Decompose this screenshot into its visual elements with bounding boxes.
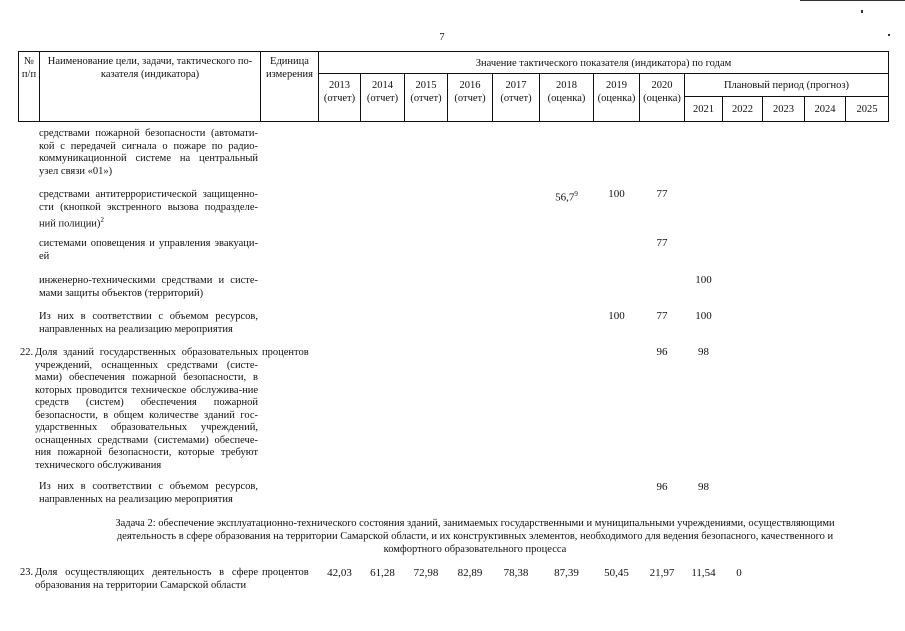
cell-2016: 82,89: [457, 567, 483, 579]
year-label: 2020: [651, 80, 673, 91]
cell-2019: 50,45: [604, 567, 629, 579]
cell-2020: 21,97: [649, 567, 675, 579]
row-text: средствами антитеррористической защищенно-сти (кнопкой экстренного вызова подразделе-ний полиции): [39, 189, 258, 230]
cell-2021: 100: [695, 274, 712, 286]
cell-2015: 72,98: [413, 567, 439, 579]
cell-2019: 100: [608, 188, 625, 200]
cell-2020: 77: [656, 188, 668, 200]
cell-2021: 98: [698, 481, 709, 493]
year-kind: (отчет): [500, 93, 532, 104]
year-label: 2017: [505, 80, 527, 91]
header-year-2018: [540, 79, 593, 105]
year-kind: (отчет): [323, 93, 356, 104]
header-plan-period: Плановый период (прогноз): [723, 80, 850, 91]
row-22-resources-text: Из них в соответствии с объемом ресурсов, направленных на реализацию мероприятия: [39, 481, 258, 505]
cell-2017: 78,38: [503, 567, 529, 579]
cell-2022: 0: [736, 567, 742, 579]
cell-2020: 77: [656, 310, 668, 322]
header-col-number: № п/п: [21, 56, 37, 80]
year-label: 2018: [556, 80, 577, 91]
cell-2020: 96: [656, 346, 668, 358]
grid-line: [18, 121, 889, 122]
cell-value: 56,7: [555, 191, 575, 204]
grid-line: [888, 51, 889, 122]
footnote-mark: 9: [574, 190, 578, 198]
grid-line: [18, 51, 889, 52]
grid-line: [39, 51, 40, 122]
header-year-2020: [640, 79, 684, 105]
row-engineering-text: инженерно-техническими средствами и систе-мами защиты объектов (территорий): [39, 275, 258, 299]
header-col-values: Значение тактического показателя (индикатора) по годам: [475, 58, 732, 69]
scan-edge-line: [800, 0, 905, 1]
header-year-2014: [361, 79, 404, 105]
row-fire-automation-text: средствами пожарной безопасности (автомати-кой с передачей сигнала о пожаре по радио-коммуникационной системе на центральный узел связи «01»): [39, 128, 258, 177]
header-year-2015: [405, 79, 447, 105]
cell-2020: 96: [656, 481, 668, 493]
year-kind: (отчет): [410, 93, 442, 104]
row-number: 22.: [20, 347, 34, 358]
header-plan-year-2023: 2023: [773, 104, 794, 115]
cell-2019: 100: [608, 310, 625, 322]
cell-2018: 87,39: [554, 567, 579, 579]
row-antiterror-text: [39, 189, 258, 231]
year-label: 2014: [372, 80, 393, 91]
header-year-2019: [594, 79, 639, 105]
year-kind: (оценка): [643, 93, 681, 104]
row-evacuation-text: системами оповещения и управления эвакуаци-ей: [39, 238, 258, 262]
header-col-name: Наименование цели, задачи, тактического по-казателя (индикатора): [47, 56, 253, 80]
year-kind: (отчет): [366, 93, 399, 104]
header-plan-year-2024: 2024: [814, 104, 836, 115]
header-col-unit: Единица измерения: [266, 56, 313, 80]
row-23-unit: процентов: [262, 567, 309, 578]
header-year-2013: [319, 79, 360, 105]
row-22-unit: процентов: [262, 347, 309, 358]
cell-2018: [540, 188, 593, 205]
header-year-2017: [493, 79, 539, 105]
page-number: 7: [439, 32, 445, 43]
header-plan-year-2025: 2025: [856, 104, 878, 115]
row-22-text: Доля зданий государственных образовательных учреждений, оснащенных средствами (систе-мами) обеспечения пожарной безопасности, в которых проводится техническое обслужива-ние средств (систем) обеспечения пожарной безопасности, в общем количестве зданий гос-ударственных образовательных учреждений, оснащенных средствами (системами) обеспече-ния пожарной безопасности, которые требуют технического обслуживания: [35, 347, 258, 471]
cell-2021: 100: [695, 310, 712, 322]
year-kind: (отчет): [454, 93, 486, 104]
header-plan-year-2022: 2022: [732, 104, 753, 115]
row-resources-text: Из них в соответствии с объемом ресурсов, направленных на реализацию мероприятия: [39, 311, 258, 335]
header-plan-year-2021: 2021: [693, 104, 714, 115]
year-label: 2019: [606, 80, 627, 91]
footnote-mark: 2: [100, 216, 104, 224]
grid-line: [684, 96, 889, 97]
year-label: 2015: [415, 80, 437, 91]
year-kind: (оценка): [597, 93, 636, 104]
header-year-2016: [448, 79, 492, 105]
scan-dot: [861, 10, 863, 13]
cell-2020: 77: [656, 237, 668, 249]
scan-dot: [888, 34, 890, 36]
cell-2021: 98: [698, 346, 709, 358]
year-label: 2016: [459, 80, 481, 91]
cell-2014: 61,28: [370, 567, 395, 579]
year-kind: (оценка): [547, 93, 586, 104]
cell-2021: 11,54: [691, 567, 716, 579]
row-number: 23.: [20, 567, 34, 578]
cell-2013: 42,03: [327, 567, 352, 579]
year-label: 2013: [329, 80, 350, 91]
task-2-heading: Задача 2: обеспечение эксплуатационно-технического состояния зданий, занимаемых государственными и муниципальными учреждениями, осуществляющими деятельность в сфере образования на территории Самарской области, и их конструктивных элементов, необходимого для ведения безопасного, качественного и комфортного образовательного процесса: [115, 518, 835, 555]
row-23-text: Доля осуществляющих деятельность в сфере образования на территории Самарской области: [35, 567, 258, 591]
